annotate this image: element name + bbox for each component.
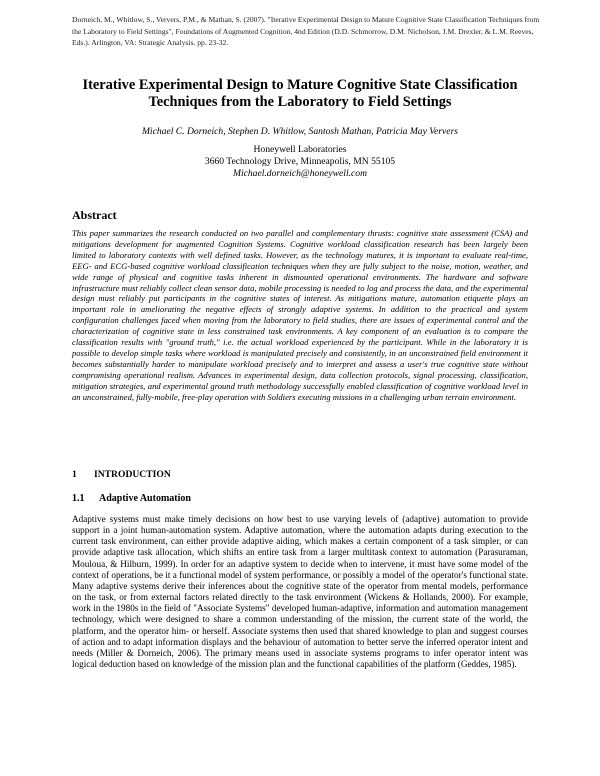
subsection-heading-adaptive-automation [72,493,191,504]
section-title: INTRODUCTION [94,469,171,480]
subsection-title: Adaptive Automation [99,493,191,504]
author-list: Michael C. Dorneich, Stephen D. Whitlow, Santosh Mathan, Patricia May Ververs [141,126,459,137]
affiliation-org: Honeywell Laboratories [253,144,347,155]
paper-title: Iterative Experimental Design to Mature Cognitive State Classification Techniques from the Laboratory to Field Settings [82,77,518,110]
affiliation-block [50,144,550,180]
citation-header: Dorneich, M., Whitlow, S., Ververs, P.M., & Mathan, S. (2007). "Iterative Experimental Design to Mature Cognitive State Classification Techniques from the Laboratory to Field Settings", Foundations of Augmented Cognition, 4nd Edition (D.D. Schmorrow, D.M. Nicholson, J.M. Drexler, & L.M. Reeves, Eds.). Arlington, VA: Strategic Analysis. pp. 23-32. [72,15,540,47]
affiliation-address: 3660 Technology Drive, Minneapolis, MN 55105 [204,156,396,167]
abstract-text: This paper summarizes the research conducted on two parallel and complementary thrusts: cognitive state assessment (CSA) and mitigations development for augmented Cognition Systems. Cognitive workload classification research has been largely been limited to laboratory contexts with well defined tasks. However, as the technology matures, it is important to evaluate real-time, EEG- and ECG-based cognitive workload classification techniques when they are fully subject to the noise, motion, weather, and wide range of physical and cognitive tasks inherent in dismounted operational environments. The hardware and software infrastructure must reliably collect clean sensor data, mobile processing is needed to log and process the data, and the experimental design must reliably put participants in the cognitive states of interest. As mitigations mature, automation etiquette plays an important role in ameliorating the negative effects of strongly adaptive systems. In addition to the practical and system configuration challenges faced when moving from the laboratory to field studies, there are issues of experimental control and the characterization of cognitive state in less constrained task environments. A key component of an evaluation is to compare the classification results with "ground truth," i.e. the actual workload experienced by the participant. While in the laboratory it is possible to develop simple tasks where workload is manipulated precisely and consistently, in an unconstrained field environment it becomes substantially harder to manipulate workload precisely and to interpret and assess a user's true cognitive state without compromising operational realism. Advances in experimental design, data collection protocols, signal processing, classification, mitigation strategies, and experimental ground truth methodology successfully enabled classification of cognitive workload level in an unconstrained, fully-mobile, free-play operation with Soldiers executing missions in a challenging urban terrain environment. [72,228,528,402]
section-number: 1 [72,469,77,480]
section-heading-introduction [72,469,171,480]
body-paragraph: Adaptive systems must make timely decisions on how best to use varying levels of (adaptive) automation to provide support in a joint human-automation system. Adaptive automation, where the automation adapts during execution to the current task environment, can either provide adaptive aiding, which makes a certain component of a task simpler, or can provide adaptive task allocation, which shifts an entire task from a larger multitask context to automation (Parasuraman, Mouloua, & Hilburn, 1999). In order for an adaptive system to decide when to intervene, it must have some model of the context of operations, be it a functional model of system performance, or possibly a model of the operator's functional state. Many adaptive systems derive their inferences about the cognitive state of the operator from mental models, performance on the task, or from external factors related directly to the task environment (Wickens & Hollands, 2000). For example, work in the 1980s in the field of "Associate Systems" developed human-adaptive, information and automation management technology, which were designed to share a common understanding of the mission, the current state of the world, the platform, and the operator him- or herself. Associate systems then used that shared knowledge to plan and suggest courses of action and to adapt information displays and the behaviour of automation to better serve the inferred operator intent and needs (Miller & Dorneich, 2006). The primary means used in associate systems programs to infer operator intent was logical deduction based on knowledge of the mission plan and the functional capabilities of the platform (Geddes, 1985). [72,514,528,670]
subsection-number: 1.1 [72,493,85,504]
abstract-heading: Abstract [72,208,117,222]
affiliation-email[interactable]: Michael.dorneich@honeywell.com [232,168,368,179]
